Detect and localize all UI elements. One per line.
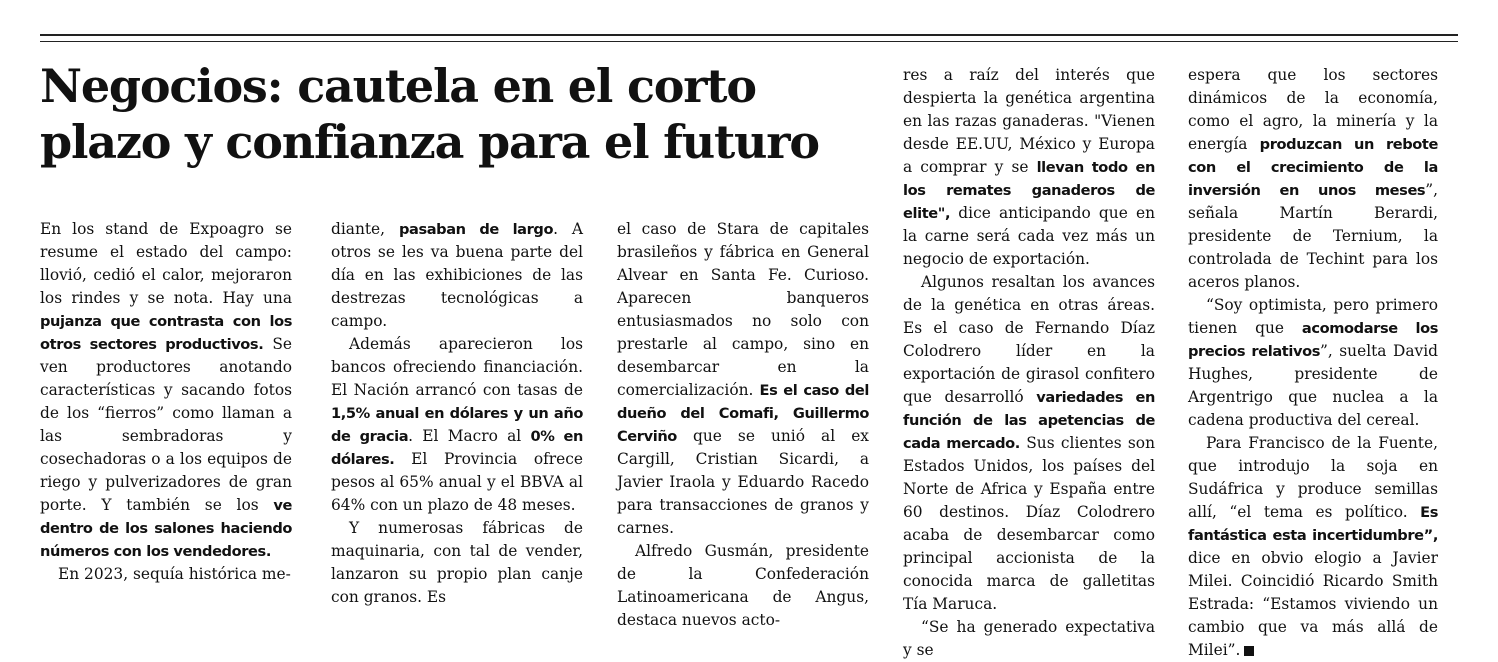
text-segment: Para Francisco de la Fuente, que introdujo la soja en Sudáfrica y produce semillas allí, “el tema es político. xyxy=(1188,434,1438,521)
text-segment: el caso de Stara de capitales brasileños y fábrica en General Alvear en Santa Fe. Curioso. Aparecen banqueros entusiasmados no solo con prestarle al campo, sino en desembarcar en la comercialización. xyxy=(617,220,869,399)
paragraph xyxy=(1188,294,1438,432)
text-segment: El Provincia ofrece pesos al 65% anual y el BBVA al 64% con un plazo de 48 meses. xyxy=(331,450,583,514)
bold-text-segment: acomodarse los precios relativos xyxy=(1188,320,1439,360)
text-segment: Se ven productores anotando características y sacando fotos de los “fierros” como llaman a las sembradoras y cosechadoras o a los equipos de riego y pulverizadores de gran porte. Y también se los xyxy=(40,335,293,514)
text-segment: En 2023, sequía histórica me- xyxy=(58,565,291,583)
text-column-3 xyxy=(617,218,869,632)
text-segment: . A otros se les va buena parte del día en las exhibiciones de las destrezas tecnológicas a campo. xyxy=(331,220,583,330)
bold-text-segment: llevan todo en los remates ganaderos de elite", xyxy=(903,159,1156,222)
text-segment: que se unió al ex Cargill, Cristian Sicardi, a Javier Iraola y Eduardo Racedo para transacciones de granos y carnes. xyxy=(617,427,869,537)
text-segment: espera que los sectores dinámicos de la economía, como el agro, la minería y la energía xyxy=(1188,66,1438,153)
text-segment: ”, señala Martín Berardi, presidente de Ternium, la controlada de Techint para los aceros planos. xyxy=(1188,181,1438,291)
text-column-2 xyxy=(331,218,583,609)
headline: Negocios: cautela en el corto plazo y confianza para el futuro xyxy=(40,59,819,169)
paragraph xyxy=(617,218,869,540)
text-segment: ”, suelta David Hughes, presidente de Argentrigo que nuclea a la cadena productiva del cereal. xyxy=(1188,342,1438,429)
paragraph xyxy=(331,218,583,333)
paragraph xyxy=(331,517,583,609)
bold-text-segment: variedades en función de las apetencias de cada mercado. xyxy=(903,389,1155,452)
paragraph xyxy=(1188,64,1438,294)
bold-text-segment: ve dentro de los salones haciendo números con los vendedores. xyxy=(40,497,292,560)
paragraph xyxy=(903,64,1155,271)
text-segment: dice anticipando que en la carne será cada vez más un negocio de exportación. xyxy=(903,204,1155,268)
paragraph xyxy=(40,563,292,586)
text-segment: Además aparecieron los bancos ofreciendo financiación. El Nación arrancó con tasas de xyxy=(331,335,583,399)
bold-text-segment: Es el caso del dueño del Comafi, Guillermo Cerviño xyxy=(617,382,869,445)
text-column-1 xyxy=(40,218,292,586)
top-rule-thin xyxy=(40,41,1458,42)
text-column-4 xyxy=(903,64,1155,662)
bold-text-segment: 0% en dólares. xyxy=(331,428,583,468)
text-segment: Algunos resaltan los avances de la genética en otras áreas. Es el caso de Fernando Díaz Colodrero líder en la exportación de girasol confitero que desarrolló xyxy=(903,273,1155,406)
paragraph xyxy=(903,271,1155,616)
text-segment: Y numerosas fábricas de maquinaria, con tal de vender, lanzaron su propio plan canje con granos. Es xyxy=(331,519,583,606)
paragraph xyxy=(1188,432,1438,662)
text-segment: Alfredo Gusmán, presidente de la Confederación Latinoamericana de Angus, destaca nuevos acto- xyxy=(617,542,869,629)
text-segment: “Soy optimista, pero primero tienen que xyxy=(1188,296,1438,337)
text-segment: dice en obvio elogio a Javier Milei. Coincidió Ricardo Smith Estrada: “Estamos viviendo un cambio que va más allá de Milei”. xyxy=(1188,549,1438,659)
text-segment: diante, xyxy=(331,220,399,238)
text-column-5 xyxy=(1188,64,1438,662)
text-segment: . El Macro al xyxy=(408,427,531,445)
paragraph xyxy=(617,540,869,632)
paragraph xyxy=(903,616,1155,662)
bold-text-segment: produzcan un rebote con el crecimiento de la inversión en unos meses xyxy=(1188,136,1439,199)
bold-text-segment: pujanza que contrasta con los otros sectores productivos. xyxy=(40,313,292,353)
text-segment: res a raíz del interés que despierta la genética argentina en las razas ganaderas. "Vienen desde EE.UU, México y Europa a comprar y se xyxy=(903,66,1155,176)
top-rule xyxy=(40,34,1458,36)
paragraph xyxy=(40,218,292,563)
text-segment: Sus clientes son Estados Unidos, los países del Norte de Africa y España entre 60 destinos. Díaz Colodrero acaba de desembarcar como principal accionista de la conocida marca de galletitas Tía Maruca. xyxy=(903,434,1155,613)
bold-text-segment: 1,5% anual en dólares y un año de gracia xyxy=(331,405,583,445)
text-segment: “Se ha generado expectativa y se xyxy=(903,618,1155,659)
paragraph xyxy=(331,333,583,517)
bold-text-segment: Es fantástica esta incertidumbre”, xyxy=(1188,504,1438,544)
bold-text-segment: pasaban de largo xyxy=(398,221,554,238)
end-of-article-mark xyxy=(1244,646,1254,656)
text-segment: En los stand de Expoagro se resume el estado del campo: llovió, cedió el calor, mejoraron los rindes y se nota. Hay una xyxy=(40,220,292,307)
